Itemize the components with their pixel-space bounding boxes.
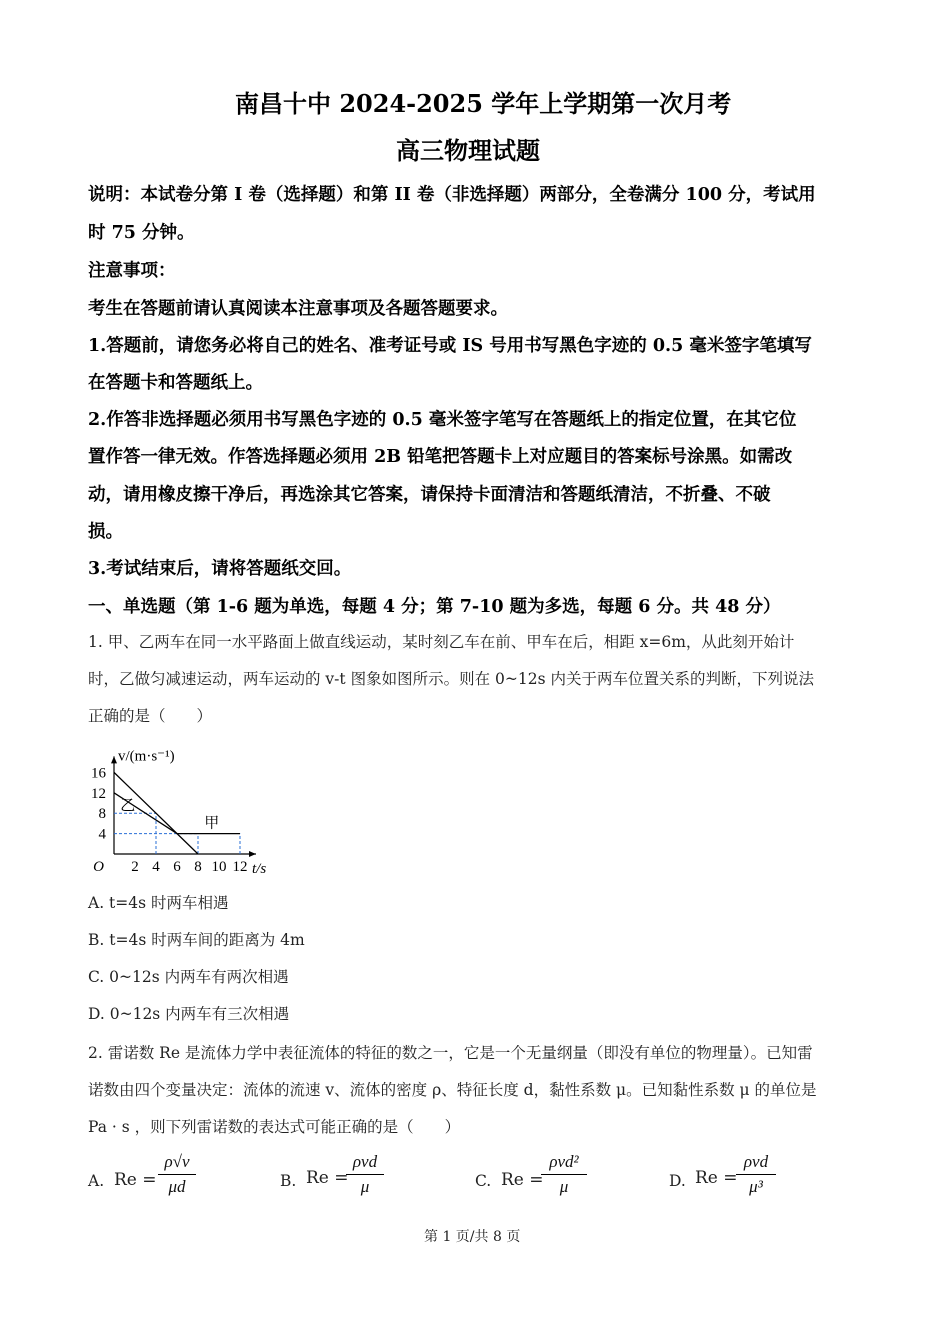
- q1-option-a[interactable]: A. t=4s 时两车相遇: [88, 894, 229, 912]
- note-1-line-b: 在答题卡和答题纸上。: [88, 373, 263, 393]
- q2-option-c-denominator: μ: [559, 1177, 569, 1196]
- instructions-line-1: 说明：本试卷分第 I 卷（选择题）和第 II 卷（非选择题）两部分，全卷满分 100 分，考试用: [88, 185, 816, 205]
- q1-line-3: 正确的是（ ）: [88, 707, 213, 725]
- y-tick-label-8: 8: [98, 806, 106, 823]
- q2-option-c-fraction: [541, 1152, 587, 1197]
- q2-option-d-numerator: ρvd: [743, 1152, 769, 1171]
- q2-option-a-numerator: ρ√v: [164, 1152, 190, 1171]
- q2-option-b-numerator: ρvd: [352, 1152, 378, 1171]
- q2-line-2: 诺数由四个变量决定：流体的流速 v、流体的密度 ρ、特征长度 d，黏性系数 μ。已知黏性系数 μ 的单位是: [88, 1081, 817, 1099]
- y-tick-label-16: 16: [91, 765, 106, 782]
- q2-option-c-numerator: ρvd²: [549, 1152, 579, 1171]
- q2-line-3: Pa · s ，则下列雷诺数的表达式可能正确的是（ ）: [88, 1118, 461, 1136]
- series-label-jia: 甲: [204, 815, 220, 832]
- note-2-line-d: 损。: [88, 522, 123, 542]
- series-label-yi: 乙: [120, 798, 136, 815]
- notes-title: 注意事项：: [88, 261, 176, 281]
- note-2-line-a: 2.作答非选择题必须用书写黑色字迹的 0.5 毫米签字笔写在答题纸上的指定位置，在其它位: [88, 410, 797, 430]
- q1-option-c[interactable]: C. 0~12s 内两车有两次相遇: [88, 968, 289, 986]
- x-axis-arrow: [249, 851, 256, 857]
- y-tick-label-12: 12: [91, 785, 106, 802]
- q2-option-a-fraction: [158, 1152, 196, 1197]
- section-1-heading: 一、单选题（第 1-6 题为单选，每题 4 分；第 7-10 题为多选，每题 6 分。共 48 分）: [88, 597, 781, 617]
- origin-label: O: [93, 859, 104, 875]
- q2-option-a-label: A.: [88, 1172, 105, 1190]
- q2-option-b-denominator: μ: [360, 1177, 370, 1196]
- q2-option-d-label: D.: [669, 1172, 686, 1190]
- q1-line-2: 时，乙做匀减速运动，两车运动的 v-t 图象如图所示。则在 0~12s 内关于两车位置关系的判断，下列说法: [88, 670, 814, 688]
- q2-option-c-lhs: Re =: [501, 1170, 544, 1190]
- q1-option-b[interactable]: B. t=4s 时两车间的距离为 4m: [88, 931, 305, 949]
- x-tick-label-2: 2: [131, 859, 139, 875]
- q2-option-b-fraction: [346, 1152, 384, 1197]
- q2-option-d-fraction: [736, 1152, 776, 1197]
- x-tick-label-4: 4: [152, 859, 160, 875]
- instructions-line-2: 时 75 分钟。: [88, 223, 195, 243]
- q2-option-d-lhs: Re =: [695, 1168, 738, 1188]
- y-axis-label: v/(m·s⁻¹): [118, 748, 175, 765]
- note-2-line-c: 动，请用橡皮擦干净后，再选涂其它答案，请保持卡面清洁和答题纸清洁，不折叠、不破: [88, 485, 771, 505]
- note-3: 3.考试结束后，请将答题纸交回。: [88, 559, 352, 579]
- q1-option-d[interactable]: D. 0~12s 内两车有三次相遇: [88, 1005, 290, 1023]
- exam-subtitle: 高三物理试题: [396, 136, 540, 165]
- exam-title: 南昌十中 2024-2025 学年上学期第一次月考: [235, 89, 732, 118]
- x-axis-label: t/s: [252, 861, 267, 877]
- y-axis-arrow: [111, 756, 117, 763]
- q1-line-1: 1. 甲、乙两车在同一水平路面上做直线运动，某时刻乙车在前、甲车在后，相距 x=6m，从此刻开始计: [88, 633, 795, 651]
- note-2-line-b: 置作答一律无效。作答选择题必须用 2B 铅笔把答题卡上对应题目的答案标号涂黑。如需改: [88, 447, 793, 467]
- q2-line-1: 2. 雷诺数 Re 是流体力学中表征流体的特征的数之一，它是一个无量纲量（即没有单位的物理量）。已知雷: [88, 1044, 813, 1062]
- vt-chart: [80, 733, 290, 883]
- page-footer: 第 1 页/共 8 页: [424, 1229, 521, 1245]
- q2-option-a-lhs: Re =: [114, 1170, 157, 1190]
- q2-option-c-label: C.: [475, 1172, 492, 1190]
- note-1-line-a: 1.答题前，请您务必将自己的姓名、准考证号或 IS 号用书写黑色字迹的 0.5 毫米签字笔填写: [88, 336, 812, 356]
- x-tick-label-10: 10: [211, 859, 227, 875]
- q2-option-d-denominator: μ³: [749, 1177, 763, 1196]
- x-tick-label-6: 6: [173, 859, 181, 875]
- x-tick-label-12: 12: [232, 859, 248, 875]
- q2-option-b-lhs: Re =: [306, 1168, 349, 1188]
- notes-intro: 考生在答题前请认真阅读本注意事项及各题答题要求。: [88, 299, 508, 319]
- q2-option-b-label: B.: [280, 1172, 297, 1190]
- x-tick-label-8: 8: [194, 859, 202, 875]
- q2-option-a-denominator: μd: [168, 1177, 186, 1196]
- y-tick-label-4: 4: [98, 826, 106, 843]
